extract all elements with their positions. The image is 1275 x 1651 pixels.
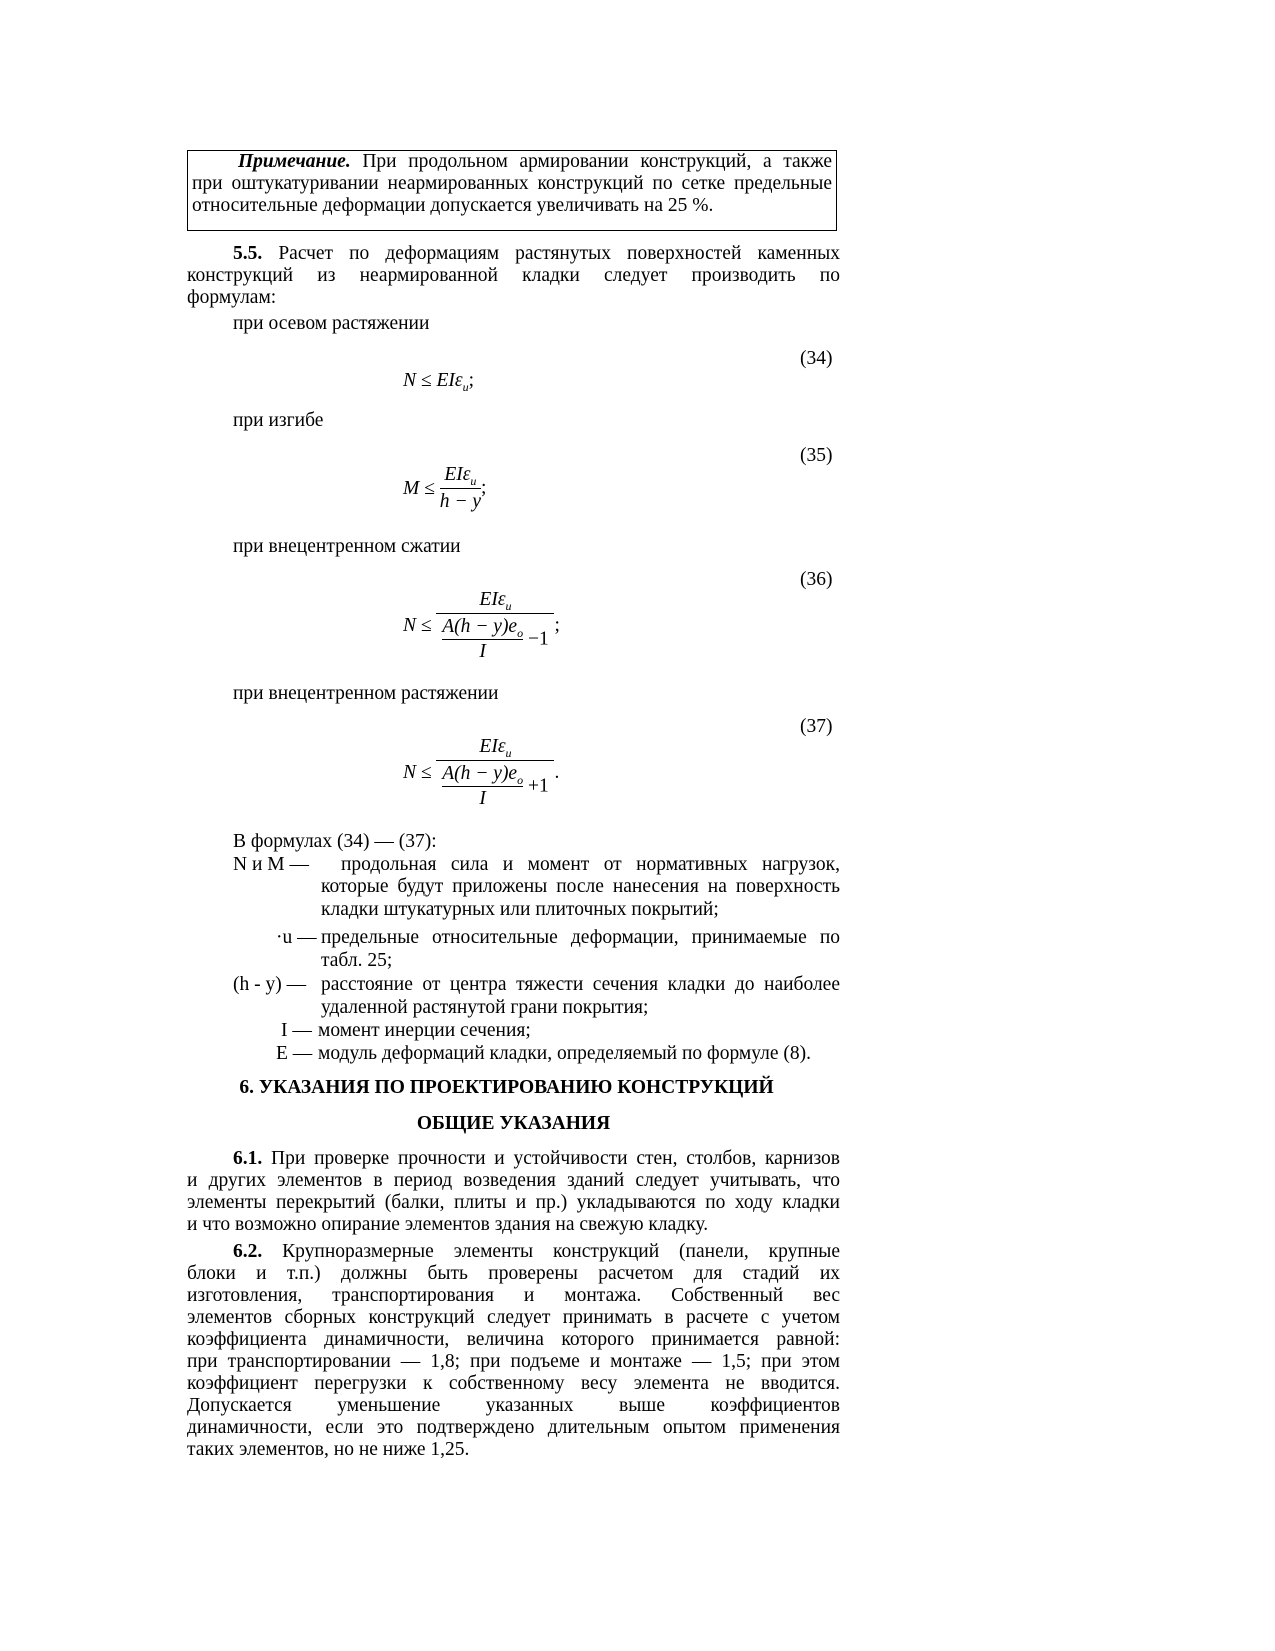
formula-number: (34) [800,348,833,369]
legend-term: I — [281,1020,312,1041]
note-line: Примечание. При продольном армировании конструкций, а также [238,151,832,172]
paragraph-5-5 [187,243,840,309]
paragraph-line: элементы перекрытий (балки, плиты и пр.) укладываются по ходу кладки [187,1192,840,1213]
paragraph-line: и других элементов в период возведения зданий следует учитывать, что [187,1170,840,1191]
paragraph-line: формулам: [187,287,277,308]
formula-label: при внецентренном сжатии [233,536,461,557]
section-subtitle: ОБЩИЕ УКАЗАНИЯ [416,1113,611,1134]
legend-intro: В формулах (34) — (37): [233,831,437,852]
formula-number: (36) [800,569,833,590]
paragraph-line: изготовления, транспортирования и монтажа. Собственный вес [187,1285,840,1306]
paragraph-line: коэффициент перегрузки к собственному весу элемента не вводится. [187,1373,840,1394]
legend-text: кладки штукатурных или плиточных покрытий; [321,899,719,920]
paragraph-line: при транспортировании — 1,8; при подъеме и монтаже — 1,5; при этом [187,1351,840,1372]
formula-number: (37) [800,716,833,737]
paragraph-line: 5.5. Расчет по деформациям растянутых поверхностей каменных [233,243,841,264]
paragraph-line: таких элементов, но не ниже 1,25. [187,1439,470,1460]
legend-text: удаленной растянутой грани покрытия; [321,997,649,1018]
legend-term: N и M — [233,854,309,875]
legend-term: E — [276,1043,313,1064]
legend-text: продольная сила и момент от нормативных нагрузок, [341,854,840,875]
paragraph-6-2 [187,1241,840,1461]
legend-term: ·u — [276,927,317,948]
legend-text: расстояние от центра тяжести сечения кладки до наиболее [321,974,840,995]
legend-text: модуль деформаций кладки, определяемый по формуле (8). [318,1043,812,1064]
formula-34: N ≤ EIε$_u$; [403,370,474,394]
formula-label: при внецентренном растяжении [233,683,499,704]
legend-text: предельные относительные деформации, принимаемые по [321,927,840,948]
paragraph-line: 6.1. При проверке прочности и устойчивости стен, столбов, карнизов [233,1148,840,1169]
legend-text: табл. 25; [321,950,393,971]
formula-35: M ≤ $\frac{EI\varepsilon_u}{h - y}$ ; [403,464,487,512]
formula-37: N ≤ EIε$_u$ $\frac{A(h - y)e_o}{I}$ +1 . [403,736,560,809]
paragraph-line: 6.2. Крупноразмерные элементы конструкций (панели, крупные [233,1241,841,1262]
formula-label: при изгибе [233,410,324,431]
section-title: 6. УКАЗАНИЯ ПО ПРОЕКТИРОВАНИЮ КОНСТРУКЦИЙ [239,1077,774,1098]
note-line: при оштукатуривании неармированных конструкций по сетке предельные [192,173,832,194]
paragraph-line: Допускается уменьшение указанных выше коэффициентов [187,1395,840,1416]
formula-36: N ≤ EIε$_u$ $\frac{A(h - y)e_o}{I}$ −1 ; [403,589,560,662]
paragraph-line: коэффициента динамичности, величина которого принимается равной: [187,1329,840,1350]
paragraph-line: блоки и т.п.) должны быть проверены расчетом для стадий их [187,1263,840,1284]
paragraph-line: и что возможно опирание элементов здания на свежую кладку. [187,1214,709,1235]
paragraph-line: динамичности, если это подтверждено длительным опытом применения [187,1417,840,1438]
note-label: Примечание. [238,151,351,172]
legend-text: которые будут приложены после нанесения на поверхность [321,876,840,897]
note-line: относительные деформации допускается увеличивать на 25 %. [192,195,714,216]
paragraph-line: конструкций из неармированной кладки следует производить по [187,265,840,286]
note-box [187,150,837,231]
formula-label: при осевом растяжении [233,313,430,334]
paragraph-line: элементов сборных конструкций следует принимать в расчете с учетом [187,1307,840,1328]
formula-number: (35) [800,445,833,466]
paragraph-6-1 [187,1148,840,1236]
legend-term: (h - y) — [233,974,307,995]
legend-text: момент инерции сечения; [318,1020,531,1041]
